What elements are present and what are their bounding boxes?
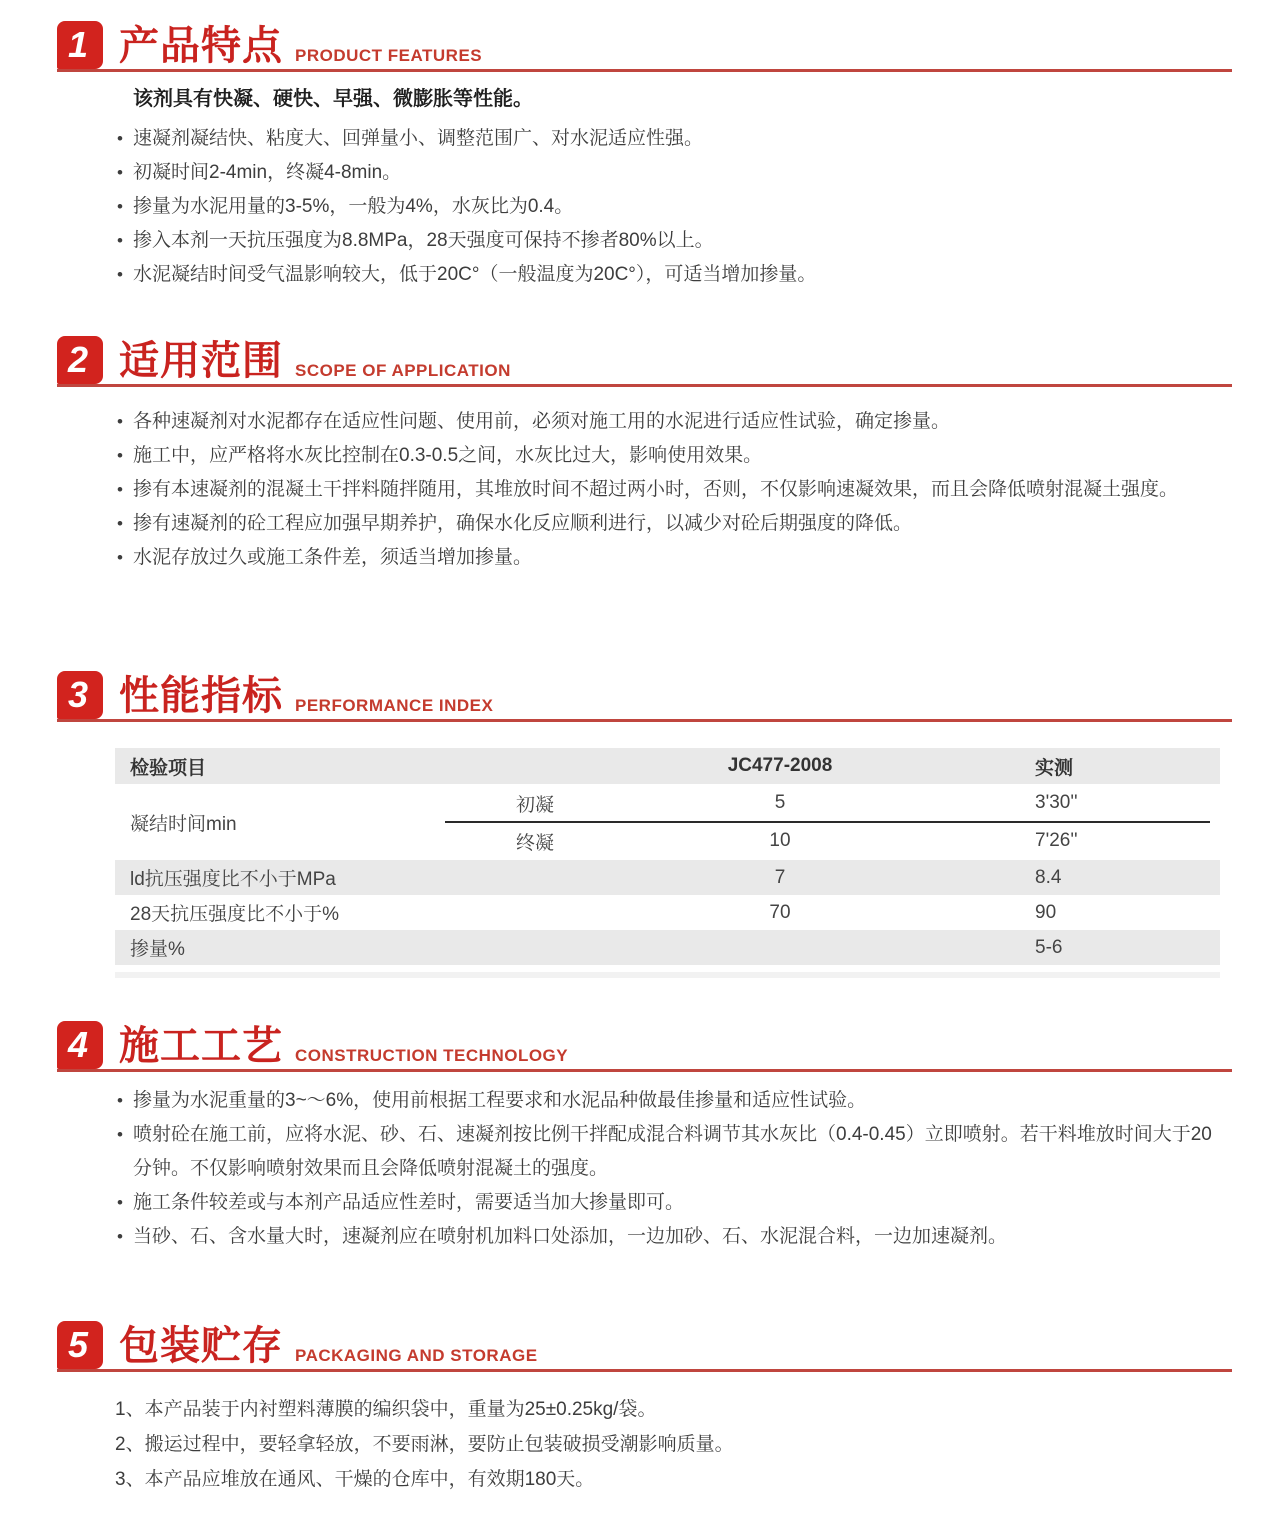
table-row [115, 860, 1220, 895]
section-1-header [57, 22, 1232, 72]
list-item: • 当砂、石、含水量大时，速凝剂应在喷射机加料口处添加，一边加砂、石、水泥混合料，一边加速凝剂。 [115, 1220, 1220, 1254]
section-product-features [0, 22, 1280, 292]
table-header-standard: JC477-2008 [727, 755, 833, 776]
list-item: • 喷射砼在施工前，应将水泥、砂、石、速凝剂按比例干拌配成混合料调节其水灰比（0.4-0.45）立即喷射。若干料堆放时间大于20分钟。不仅影响喷射效果而且会降低喷射混凝土的强度。 [115, 1118, 1220, 1186]
cell-standard-value: 5 [774, 792, 786, 813]
section-performance-index [0, 672, 1280, 978]
list-item: • 掺量为水泥用量的3-5%，一般为4%，水灰比为0.4。 [115, 190, 1220, 224]
table-header-measured: 实测 [1035, 757, 1074, 779]
section-2-number-badge: 2 [57, 336, 103, 384]
list-item: 3、本产品应堆放在通风、干燥的仓库中，有效期180天。 [115, 1469, 595, 1490]
section-scope-of-application [0, 337, 1280, 575]
list-item: • 初凝时间2-4min，终凝4-8min。 [115, 156, 1220, 190]
product-features-list [115, 122, 1220, 292]
section-packaging-storage [0, 1322, 1280, 1497]
section-5-subtitle: PACKAGING AND STORAGE [295, 1346, 538, 1365]
table-footer-strip [115, 972, 1220, 978]
cell-measured-value: 90 [1035, 901, 1057, 923]
section-4-header [57, 1022, 1232, 1072]
list-item: • 各种速凝剂对水泥都存在适应性问题、使用前，必须对施工用的水泥进行适应性试验，确定掺量。 [115, 405, 1220, 439]
list-item: • 水泥存放过久或施工条件差，须适当增加掺量。 [115, 541, 1220, 575]
section-4-title: 施工工艺 [119, 1024, 283, 1068]
list-item: • 掺有本速凝剂的混凝土干拌料随拌随用，其堆放时间不超过两小时，否则，不仅影响速凝效果，而且会降低喷射混凝土强度。 [115, 473, 1220, 507]
section-2-header [57, 337, 1232, 387]
list-item: 1、本产品装于内衬塑料薄膜的编织袋中，重量为25±0.25kg/袋。 [115, 1399, 657, 1420]
table-header-item: 检验项目 [130, 757, 207, 779]
cell-sub-label: 终凝 [515, 832, 554, 854]
table-row [115, 895, 1220, 930]
list-item: 2、搬运过程中，要轻拿轻放，不要雨淋，要防止包装破损受潮影响质量。 [115, 1434, 734, 1455]
section-2-title: 适用范围 [119, 339, 283, 383]
section-3-header [57, 672, 1232, 722]
cell-item-label: 28天抗压强度比不小于% [130, 904, 340, 925]
performance-table [115, 748, 1220, 978]
cell-item-label: 掺量% [130, 939, 185, 960]
product-features-intro: 该剂具有快凝、硬快、早强、微膨胀等性能。 [133, 88, 533, 110]
section-5-title: 包装贮存 [119, 1324, 283, 1368]
cell-sub-label: 初凝 [515, 794, 554, 816]
cell-measured-value: 7'26'' [1035, 830, 1078, 851]
table-row-setting-time [115, 784, 1220, 860]
section-3-number-badge: 3 [57, 671, 103, 719]
list-item: • 掺有速凝剂的砼工程应加强早期养护，确保水化反应顺利进行，以减少对砼后期强度的降低。 [115, 507, 1220, 541]
section-3-title: 性能指标 [119, 674, 283, 718]
table-header-row [115, 748, 1220, 784]
table-row [445, 822, 1220, 860]
setting-time-label: 凝结时间min [130, 813, 237, 835]
list-item: • 掺量为水泥重量的3~～6%，使用前根据工程要求和水泥品种做最佳掺量和适应性试验。 [115, 1084, 1220, 1118]
cell-measured-value: 5-6 [1035, 936, 1063, 958]
cell-item-label: ld抗压强度比不小于MPa [130, 869, 336, 890]
list-item: • 速凝剂凝结快、粘度大、回弹量小、调整范围广、对水泥适应性强。 [115, 122, 1220, 156]
section-1-number-badge: 1 [57, 21, 103, 69]
cell-measured-value: 3'30'' [1035, 792, 1078, 813]
list-item: • 掺入本剂一天抗压强度为8.8MPa，28天强度可保持不掺者80%以上。 [115, 224, 1220, 258]
section-4-subtitle: CONSTRUCTION TECHNOLOGY [295, 1046, 569, 1065]
cell-standard-value: 70 [769, 901, 791, 923]
construction-list [115, 1084, 1220, 1254]
packaging-list [115, 1392, 1220, 1497]
cell-measured-value: 8.4 [1035, 866, 1062, 888]
section-4-number-badge: 4 [57, 1021, 103, 1069]
section-1-subtitle: PRODUCT FEATURES [295, 46, 483, 65]
section-construction-technology [0, 1022, 1280, 1254]
section-5-header [57, 1322, 1232, 1372]
table-row [115, 930, 1220, 965]
section-3-subtitle: PERFORMANCE INDEX [295, 696, 494, 715]
section-5-number-badge: 5 [57, 1321, 103, 1369]
cell-standard-value: 7 [774, 866, 786, 888]
list-item: • 施工中，应严格将水灰比控制在0.3-0.5之间，水灰比过大，影响使用效果。 [115, 439, 1220, 473]
section-2-subtitle: SCOPE OF APPLICATION [295, 361, 511, 380]
scope-list [115, 405, 1220, 575]
list-item: • 施工条件较差或与本剂产品适应性差时，需要适当加大掺量即可。 [115, 1186, 1220, 1220]
section-1-title: 产品特点 [119, 24, 283, 68]
table-inner-divider [445, 821, 1210, 823]
cell-standard-value: 10 [769, 830, 791, 851]
list-item: • 水泥凝结时间受气温影响较大，低于20C°（一般温度为20C°），可适当增加掺量。 [115, 258, 1220, 292]
table-row [445, 784, 1220, 822]
